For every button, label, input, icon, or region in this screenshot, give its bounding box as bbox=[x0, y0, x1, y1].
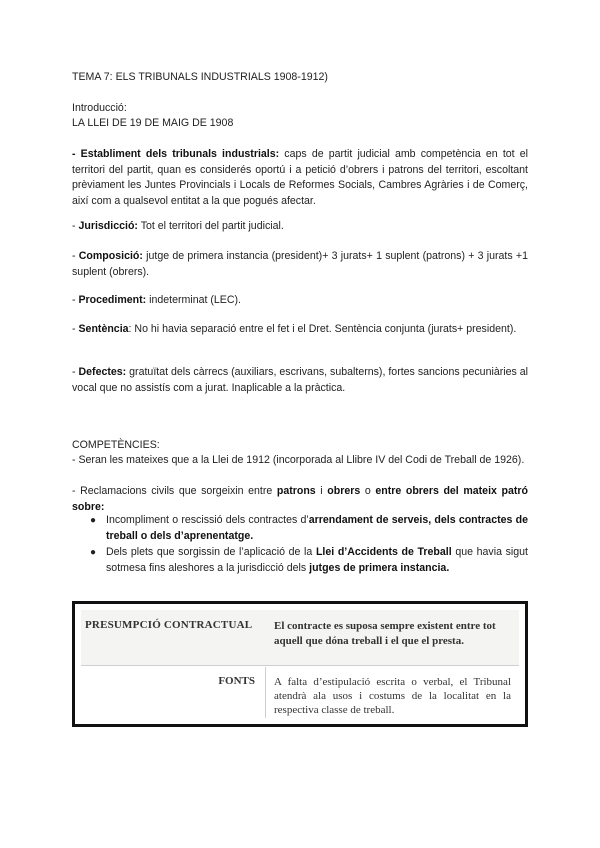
line2-text-c: i bbox=[315, 485, 328, 497]
line2-text-a: - Reclamacions civils que sorgeixin entre bbox=[72, 485, 277, 497]
jurisdiccio-prefix: - bbox=[72, 220, 79, 232]
establiment-text: caps de partit judicial amb competència en tot el territori del partit, quan es considerés oportú i a petició d’obrers i patrons del territori, escoltant prèviament les Juntes Provincials i Locals de Reformes Socials, Cambres Agràries i de Comerç, així com a qualsevol entitat a la que pogués afectar. bbox=[72, 148, 529, 207]
jurisdiccio-text: Tot el territori del partit judicial. bbox=[137, 220, 284, 232]
bullet-icon: ● bbox=[90, 547, 97, 558]
sentencia-paragraph bbox=[72, 322, 528, 338]
procediment-prefix: - bbox=[72, 294, 79, 306]
bullet2-bold-d: jutges de primera instancia. bbox=[309, 561, 450, 574]
bullet2-bold-a: Llei d’Accidents de Treball bbox=[315, 546, 452, 558]
law-heading: LA LLEI DE 19 DE MAIG DE 1908 bbox=[72, 117, 234, 129]
competencies-line2 bbox=[72, 484, 528, 515]
establiment-label: - Establiment dels tribunals industrials: bbox=[72, 148, 280, 160]
defectes-paragraph bbox=[72, 365, 528, 396]
procediment-label: Procediment: bbox=[78, 294, 147, 306]
procediment-text: indeterminat (LEC). bbox=[146, 294, 241, 306]
competencies-heading: COMPETÈNCIES: bbox=[72, 439, 160, 451]
jurisdiccio-label: Jurisdicció: bbox=[78, 220, 138, 232]
table-row bbox=[81, 667, 519, 718]
line2-mateix-patro: entre obrers del mateix patró sobre: bbox=[72, 485, 528, 513]
row2-header: FONTS bbox=[218, 675, 255, 687]
establiment-paragraph bbox=[72, 147, 528, 209]
composicio-paragraph bbox=[72, 249, 528, 280]
composicio-text: jutge de primera instancia (president)+ 3 jurats+ 1 suplent (patrons) + 3 jurats +1 suplent (obrers). bbox=[72, 250, 528, 278]
intro-heading: Introducció: bbox=[72, 102, 127, 114]
bullet2-text-a: Dels plets que sorgissin de l’aplicació de la bbox=[106, 546, 316, 558]
line2-obrers: obrers bbox=[327, 485, 361, 497]
bullet1-text: Incompliment o rescissió dels contractes d’ bbox=[106, 514, 309, 526]
list-item bbox=[72, 513, 528, 544]
sentencia-text: : No hi havia separació entre el fet i el Dret. Sentència conjunta (jurats+ president). bbox=[128, 323, 517, 335]
row1-header: PRESUMPCIÓ CONTRACTUAL bbox=[85, 619, 253, 631]
bullet1-bold: arrendament de serveis, dels contractes de treball o dels d’aprenentatge. bbox=[106, 514, 528, 542]
sentencia-label: Sentència bbox=[78, 323, 129, 335]
bullet-icon: ● bbox=[90, 515, 97, 526]
competencies-list bbox=[72, 513, 528, 577]
defectes-label: Defectes: bbox=[78, 366, 127, 378]
defectes-text: gratuïtat dels càrrecs (auxiliars, escrivans, subalterns), fortes sancions pecuniàries al vocal que no assistís com a jurat. Inaplicable a la pràctica. bbox=[72, 366, 528, 394]
row2-content: A falta d’estipulació escrita o verbal, el Tribunal atendrà ala usos i costums de la localitat en la respectiva classe de treball. bbox=[274, 676, 511, 716]
line2-text-e: o bbox=[360, 485, 376, 497]
table-row bbox=[81, 610, 519, 666]
table-divider bbox=[265, 667, 266, 718]
jurisdiccio-paragraph bbox=[72, 219, 528, 235]
row1-content: El contracte es suposa sempre existent entre tot aquell que dóna treball i el que el presta. bbox=[274, 620, 496, 647]
document-title: TEMA 7: ELS TRIBUNALS INDUSTRIALS 1908-1912) bbox=[72, 71, 328, 83]
composicio-prefix: - bbox=[72, 250, 79, 262]
competencies-line1: - Seran les mateixes que a la Llei de 1912 (incorporada al Llibre IV del Codi de Treball de 1926). bbox=[72, 454, 525, 466]
defectes-prefix: - bbox=[72, 366, 79, 378]
table-image bbox=[81, 610, 519, 718]
list-item bbox=[72, 545, 528, 576]
presumption-table bbox=[72, 601, 528, 727]
composicio-label: Composició: bbox=[78, 250, 143, 262]
procediment-paragraph bbox=[72, 293, 528, 309]
bullet2-text-c: que havia sigut sotmesa fins aleshores a la jurisdicció dels bbox=[106, 546, 528, 574]
line2-patrons: patrons bbox=[276, 485, 316, 497]
sentencia-prefix: - bbox=[72, 323, 79, 335]
